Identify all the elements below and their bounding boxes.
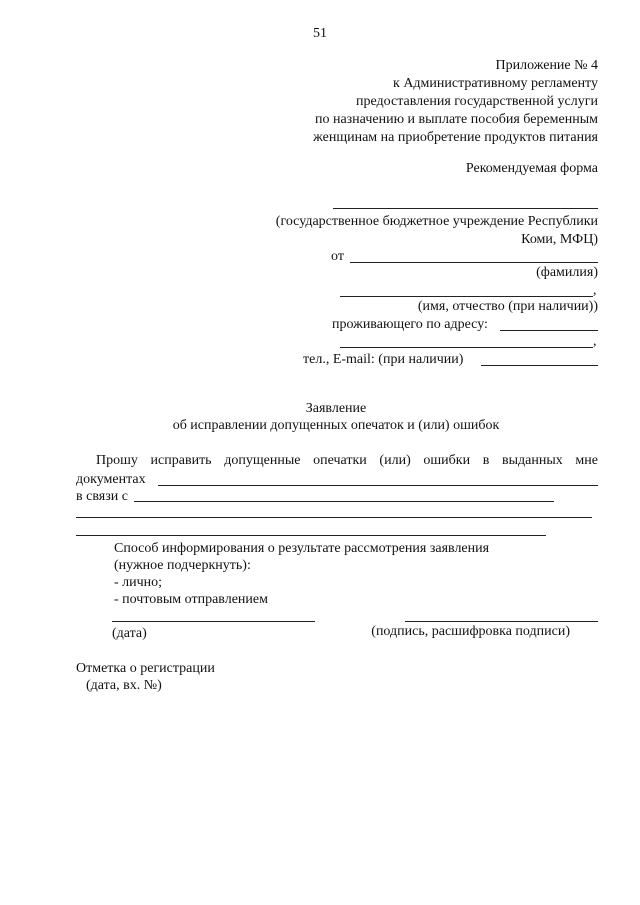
surname-label: (фамилия) bbox=[536, 265, 598, 280]
name-field-line bbox=[340, 296, 593, 297]
institution-underline bbox=[333, 208, 598, 209]
address-label: проживающего по адресу: bbox=[332, 317, 488, 332]
request-text: Прошу исправить допущенные опечатки (или) ошибки в выданных мне bbox=[96, 453, 598, 468]
address-field-comma: , bbox=[593, 334, 597, 349]
notification-hint: (нужное подчеркнуть): bbox=[114, 558, 251, 573]
page-number: 51 bbox=[313, 26, 327, 41]
signature-field-line bbox=[405, 621, 598, 622]
statement-title: Заявление bbox=[305, 401, 367, 416]
contact-label: тел., E-mail: (при наличии) bbox=[303, 352, 464, 367]
from-label: от bbox=[331, 249, 344, 264]
surname-field-line bbox=[350, 262, 598, 263]
statement-subtitle: об исправлении допущенных опечаток и (или) ошибок bbox=[172, 418, 500, 433]
due-to-field-line bbox=[134, 501, 554, 502]
contact-field-line bbox=[481, 365, 598, 366]
name-field-comma: , bbox=[593, 283, 597, 298]
address-field-line-2 bbox=[340, 347, 593, 348]
signature-label: (подпись, расшифровка подписи) bbox=[371, 624, 570, 639]
reason-field-line-2 bbox=[76, 535, 546, 536]
name-label: (имя, отчество (при наличии)) bbox=[417, 299, 598, 314]
due-to-label: в связи с bbox=[76, 489, 128, 504]
address-field-line-1 bbox=[500, 330, 598, 331]
registration-label: Отметка о регистрации bbox=[76, 661, 215, 676]
registration-details: (дата, вх. №) bbox=[86, 678, 162, 693]
notification-heading: Способ информирования о результате рассмотрения заявления bbox=[114, 541, 490, 556]
notification-option: - лично; bbox=[114, 575, 163, 590]
documents-field-line bbox=[158, 485, 598, 486]
institution-label: (государственное бюджетное учреждение Республики bbox=[275, 214, 598, 229]
appendix-line: предоставления государственной услуги bbox=[356, 94, 598, 109]
recommended-form-label: Рекомендуемая форма bbox=[465, 161, 598, 176]
date-label: (дата) bbox=[112, 626, 147, 641]
appendix-line: к Административному регламенту bbox=[393, 76, 598, 91]
institution-label-continued: Коми, МФЦ) bbox=[521, 232, 598, 247]
reason-field-line-1 bbox=[76, 517, 592, 518]
appendix-line: по назначению и выплате пособия беременным bbox=[314, 112, 598, 127]
appendix-line: женщинам на приобретение продуктов питания bbox=[313, 130, 598, 145]
documents-label: документах bbox=[76, 472, 146, 487]
date-field-line bbox=[112, 621, 315, 622]
appendix-line: Приложение № 4 bbox=[495, 58, 598, 73]
notification-option: - почтовым отправлением bbox=[114, 592, 268, 607]
